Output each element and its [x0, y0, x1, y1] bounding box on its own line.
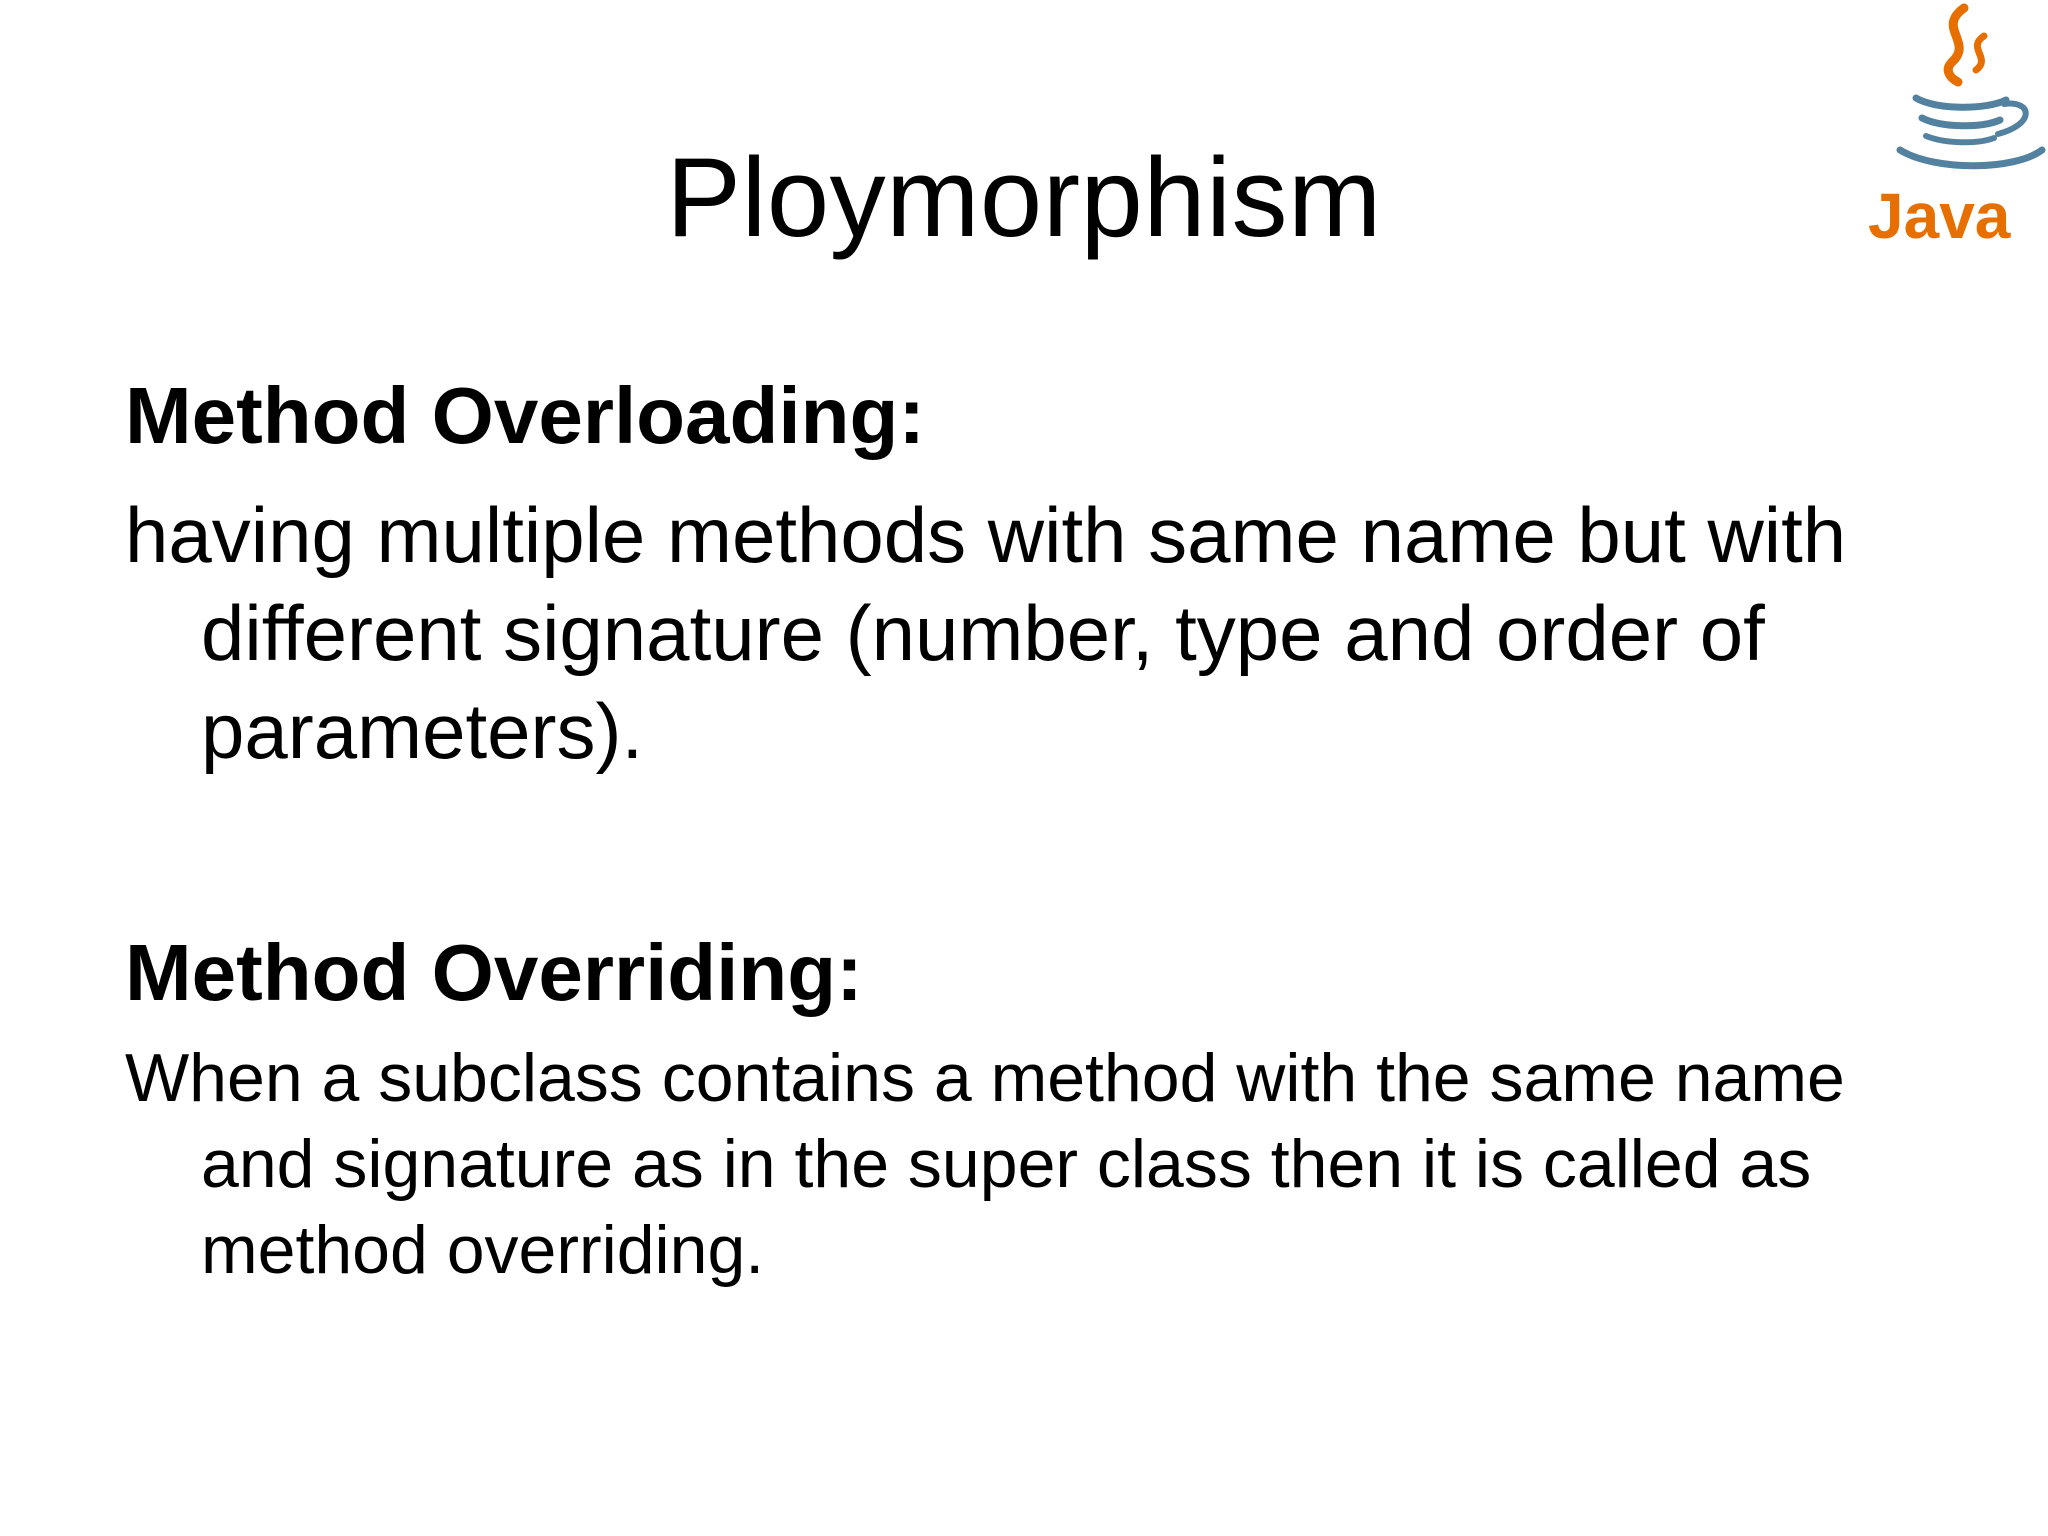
section-heading: Method Overloading: [125, 371, 925, 460]
java-logo-text: Java [1868, 180, 2011, 250]
section-method-overloading [125, 368, 1945, 780]
java-logo [1866, 0, 2048, 250]
section-body: When a subclass contains a method with the same name and signature as in the super class then it is called as method overriding. [125, 1040, 1845, 1288]
section-body: having multiple methods with same name but with different signature (number, type and order of parameters). [125, 491, 1847, 775]
slide-title: Ploymorphism [666, 135, 1382, 260]
section-heading: Method Overriding: [125, 928, 863, 1017]
java-coffee-cup-icon [1866, 0, 2048, 250]
section-method-overriding [125, 925, 1945, 1293]
